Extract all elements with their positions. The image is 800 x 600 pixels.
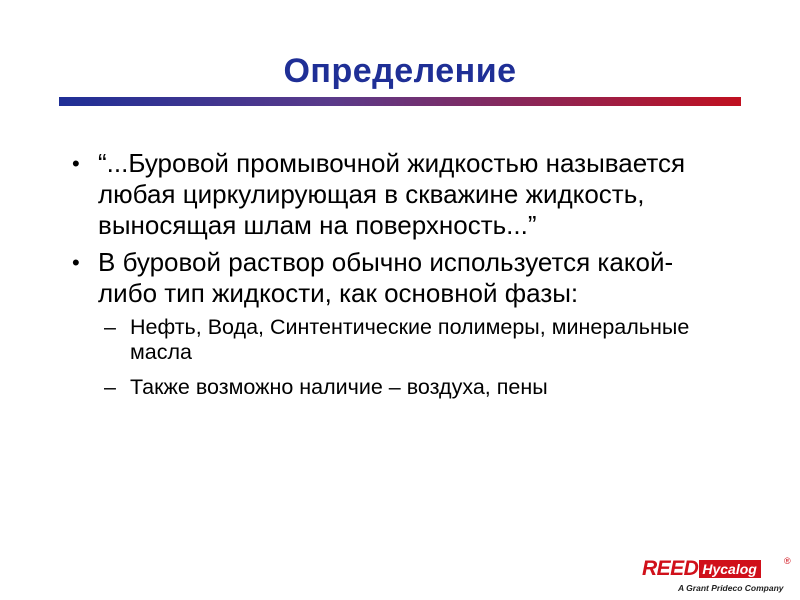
title-divider — [59, 97, 741, 106]
sub-bullet-marker: – — [104, 375, 116, 399]
logo-hycalog-text: Hycalog — [699, 560, 760, 578]
slide-title: Определение — [283, 52, 517, 90]
bullet-item — [72, 247, 712, 309]
slide-content — [72, 148, 712, 410]
sub-bullet-item — [72, 375, 712, 400]
sub-bullet-item — [72, 315, 712, 365]
bullet-marker: • — [72, 250, 80, 275]
company-logo — [642, 558, 792, 594]
sub-bullet-marker: – — [104, 315, 116, 339]
sub-bullet-text: Также возможно наличие – воздуха, пены — [130, 375, 548, 399]
logo-wordmark — [642, 558, 761, 580]
logo-reed-text: REED — [642, 557, 699, 580]
bullet-text: “...Буровой промывочной жидкостью называется любая циркулирующая в скважине жидкость, выносящая шлам на поверхность...” — [98, 148, 686, 240]
bullet-item — [72, 148, 712, 241]
bullet-text: В буровой раствор обычно используется какой-либо тип жидкости, как основной фазы: — [98, 247, 674, 308]
sub-bullet-text: Нефть, Вода, Синтентические полимеры, минеральные масла — [130, 315, 690, 364]
logo-tagline: A Grant Prideco Company — [678, 583, 784, 593]
registered-mark: ® — [784, 556, 791, 566]
bullet-marker: • — [72, 151, 80, 176]
